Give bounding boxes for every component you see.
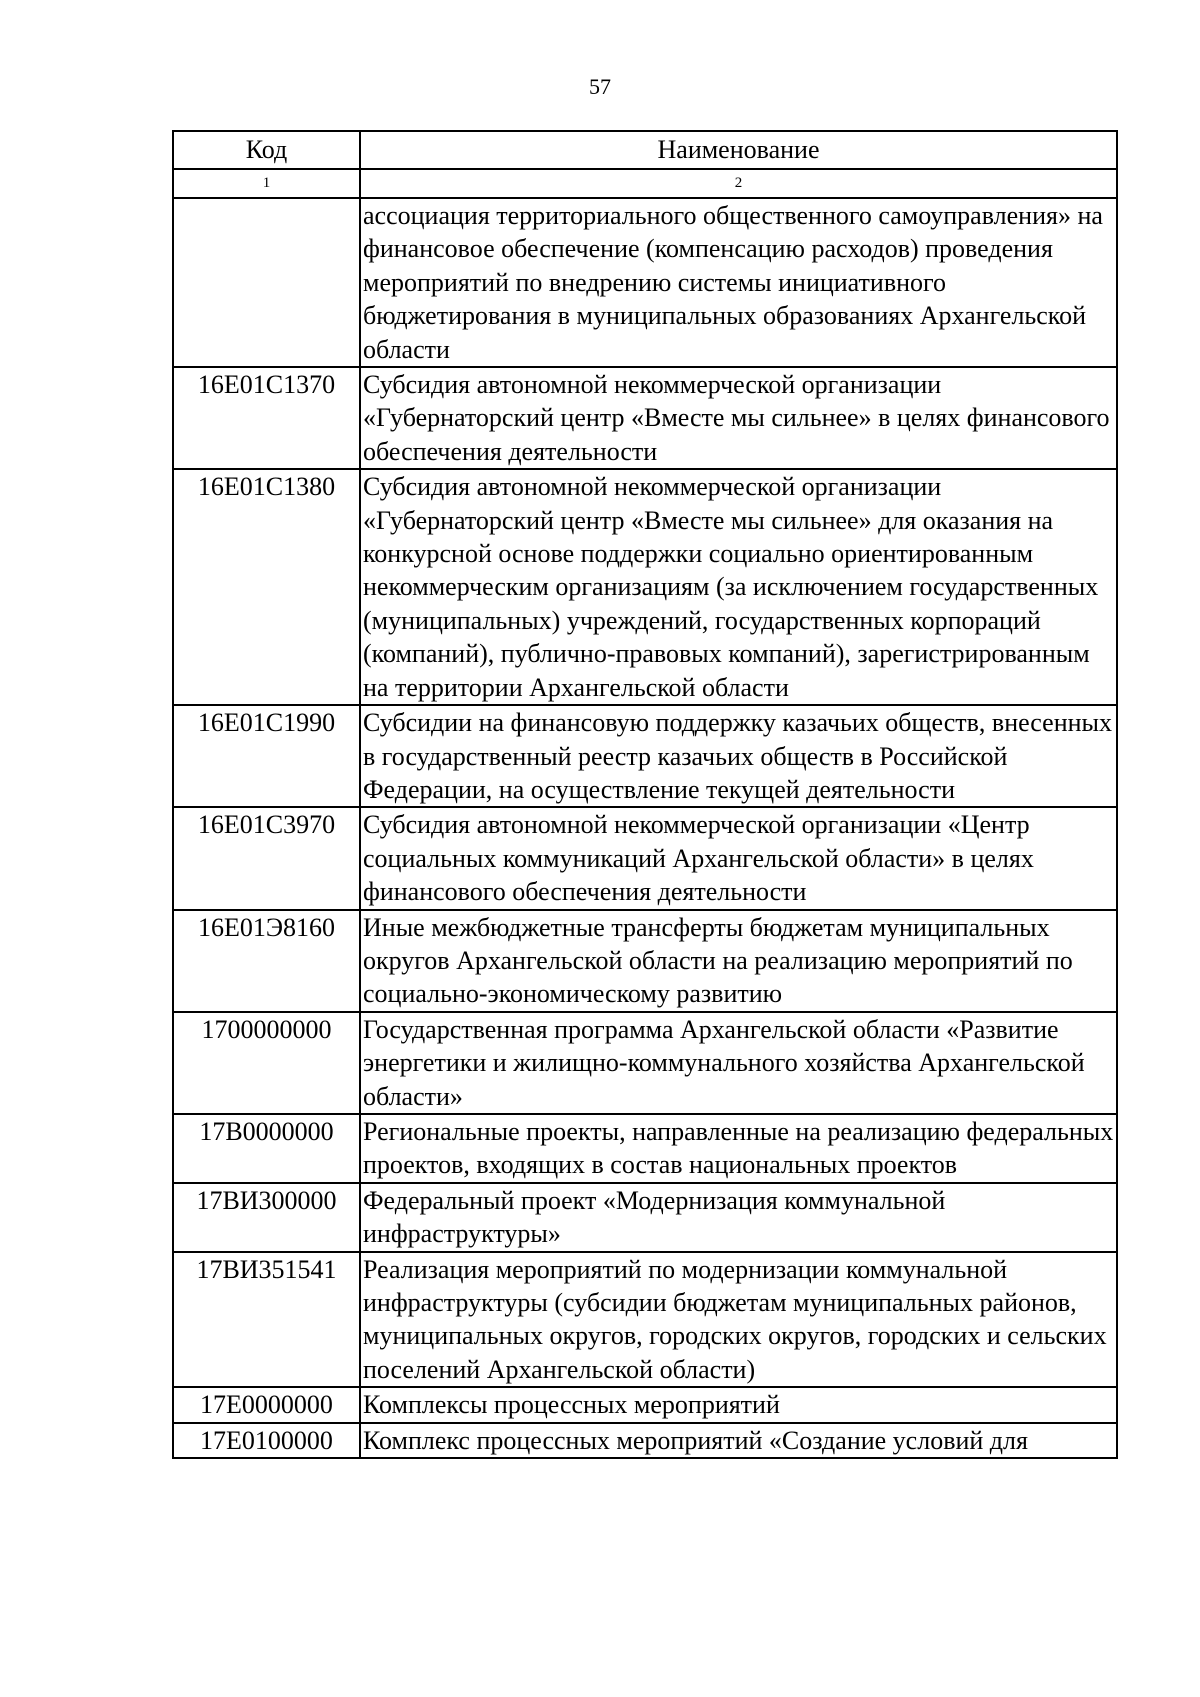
header-code: Код <box>173 131 360 169</box>
row-code <box>173 198 360 367</box>
table-row <box>173 1114 1117 1183</box>
table-row <box>173 1423 1117 1458</box>
header-name: Наименование <box>360 131 1117 169</box>
table-row <box>173 705 1117 807</box>
row-name: Федеральный проект «Модернизация коммунальной инфраструктуры» <box>360 1183 1117 1252</box>
row-code: 1700000000 <box>173 1012 360 1114</box>
row-name: ассоциация территориального общественного самоуправления» на финансовое обеспечение (компенсацию расходов) проведения мероприятий по внедрению системы инициативного бюджетирования в муниципальных образованиях Архангельской области <box>360 198 1117 367</box>
row-name: Субсидия автономной некоммерческой организации «Губернаторский центр «Вместе мы сильнее» для оказания на конкурсной основе поддержки социально ориентированным некоммерческим организациям (за исключением государственных (муниципальных) учреждений, государственных корпораций (компаний), публично-правовых компаний), зарегистрированным на территории Архангельской области <box>360 469 1117 705</box>
table-row <box>173 1183 1117 1252</box>
table-row <box>173 1012 1117 1114</box>
row-name: Региональные проекты, направленные на реализацию федеральных проектов, входящих в состав национальных проектов <box>360 1114 1117 1183</box>
row-code: 16Е01Э8160 <box>173 910 360 1012</box>
table-row <box>173 469 1117 705</box>
row-code: 17В0000000 <box>173 1114 360 1183</box>
row-name: Субсидия автономной некоммерческой организации «Центр социальных коммуникаций Архангельской области» в целях финансового обеспечения деятельности <box>360 807 1117 909</box>
table-row <box>173 1252 1117 1388</box>
table-row <box>173 807 1117 909</box>
row-name: Иные межбюджетные трансферты бюджетам муниципальных округов Архангельской области на реализацию мероприятий по социально-экономическому развитию <box>360 910 1117 1012</box>
table-body <box>173 198 1117 1458</box>
row-name: Субсидии на финансовую поддержку казачьих обществ, внесенных в государственный реестр казачьих обществ в Российской Федерации, на осуществление текущей деятельности <box>360 705 1117 807</box>
row-code: 16Е01С3970 <box>173 807 360 909</box>
budget-codes-table <box>172 130 1118 1459</box>
page-number: 57 <box>589 74 611 99</box>
column-numbers-row <box>173 169 1117 198</box>
row-code: 17Е0000000 <box>173 1387 360 1422</box>
row-code: 16Е01С1370 <box>173 367 360 469</box>
row-name: Реализация мероприятий по модернизации коммунальной инфраструктуры (субсидии бюджетам муниципальных районов, муниципальных округов, городских округов, городских и сельских поселений Архангельской области) <box>360 1252 1117 1388</box>
column-number-code: 1 <box>173 169 360 198</box>
table-row <box>173 910 1117 1012</box>
row-code: 17Е0100000 <box>173 1423 360 1458</box>
row-code: 17ВИ351541 <box>173 1252 360 1388</box>
row-name: Государственная программа Архангельской области «Развитие энергетики и жилищно-коммунального хозяйства Архангельской области» <box>360 1012 1117 1114</box>
row-name: Субсидия автономной некоммерческой организации «Губернаторский центр «Вместе мы сильнее» в целях финансового обеспечения деятельности <box>360 367 1117 469</box>
table-row <box>173 1387 1117 1422</box>
row-name: Комплексы процессных мероприятий <box>360 1387 1117 1422</box>
row-code: 16Е01С1990 <box>173 705 360 807</box>
table-row <box>173 367 1117 469</box>
row-name: Комплекс процессных мероприятий «Создание условий для <box>360 1423 1117 1458</box>
table-header-row <box>173 131 1117 169</box>
table-row <box>173 198 1117 367</box>
row-code: 17ВИ300000 <box>173 1183 360 1252</box>
column-number-name: 2 <box>360 169 1117 198</box>
row-code: 16Е01С1380 <box>173 469 360 705</box>
